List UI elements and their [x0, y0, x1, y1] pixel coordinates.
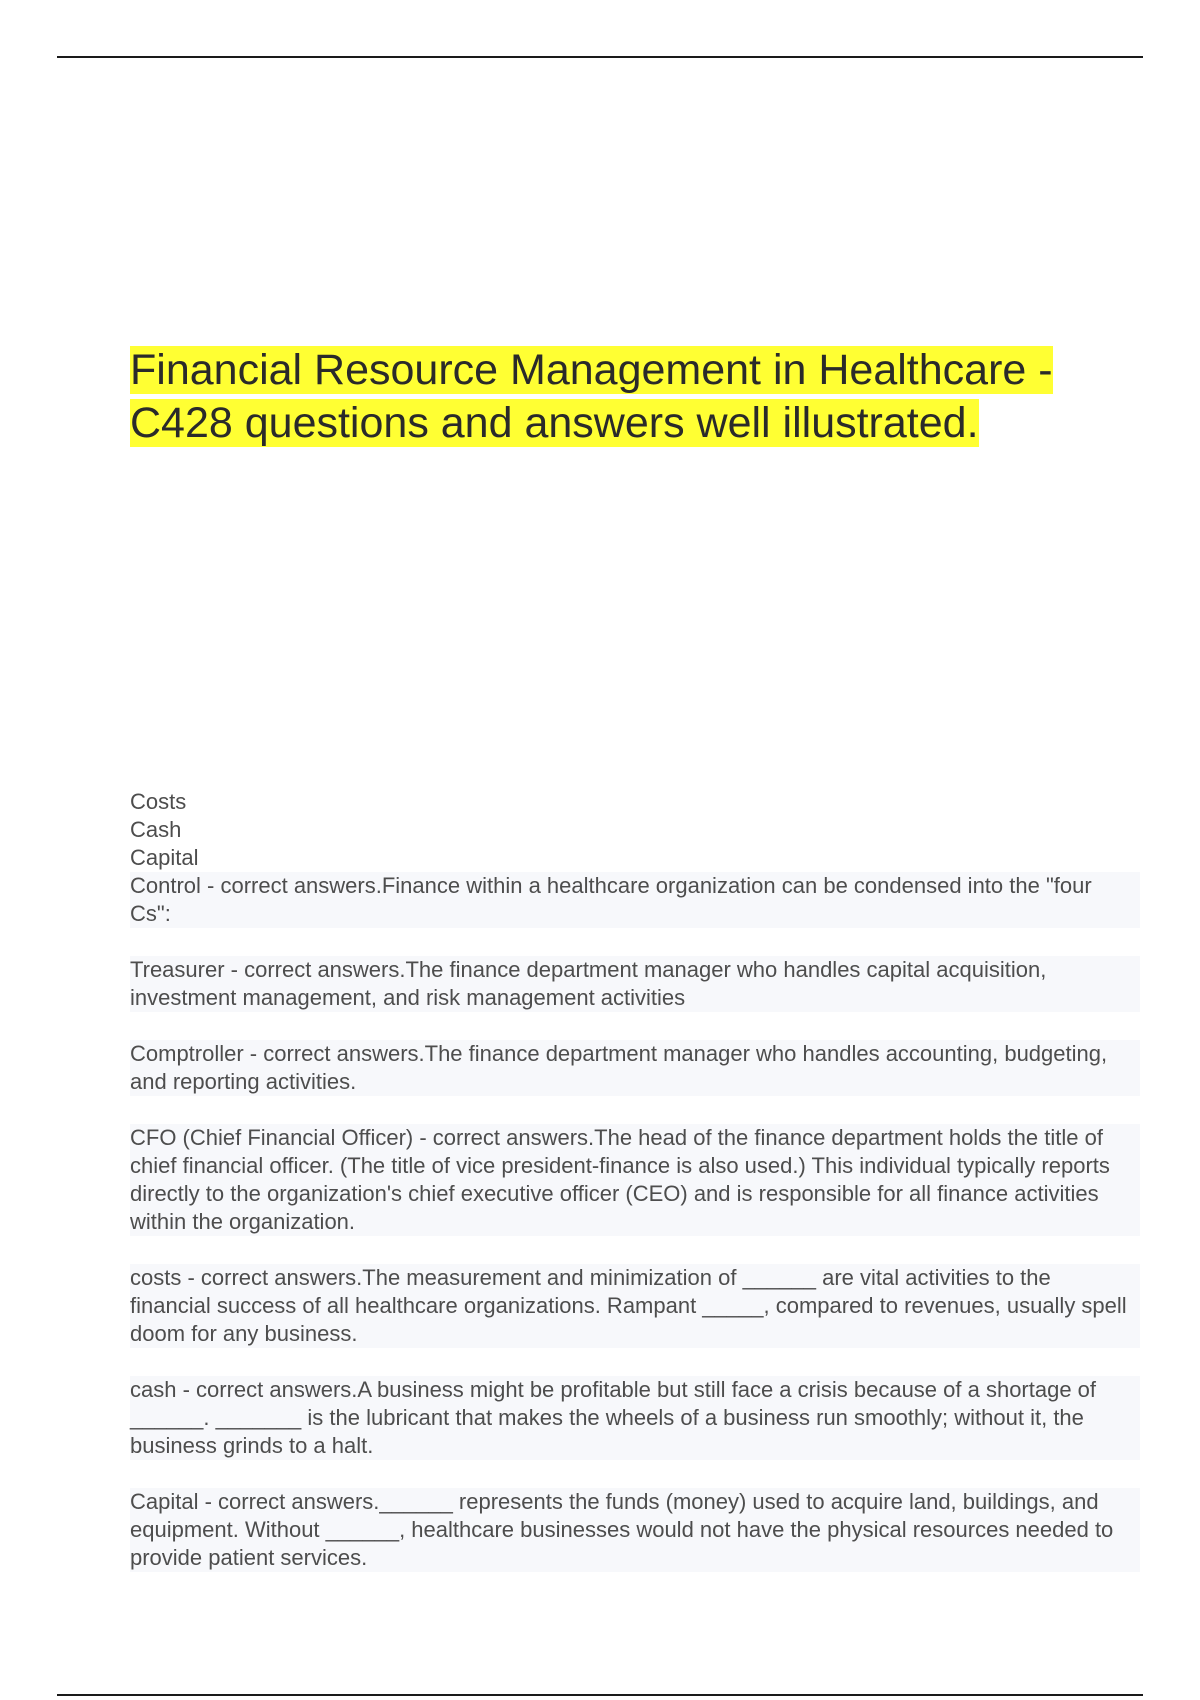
qa-entry-comptroller: Comptroller - correct answers.The finance department manager who handles accounting, budgeting, and reporting activities.	[130, 1040, 1140, 1096]
document-content	[130, 788, 1140, 1600]
bottom-rule	[57, 1694, 1143, 1696]
qa-entry-costs: costs - correct answers.The measurement and minimization of ______ are vital activities to the financial success of all healthcare organizations. Rampant _____, compared to revenues, usually spell doom for any business.	[130, 1264, 1140, 1348]
list-item: Cash	[130, 817, 182, 842]
list-item: Capital	[130, 845, 199, 870]
document-title	[130, 344, 1144, 450]
list-item: Costs	[130, 789, 187, 814]
qa-entry-capital: Capital - correct answers.______ represents the funds (money) used to acquire land, buildings, and equipment. Without ______, healthcare businesses would not have the physical resources needed to provide patient services.	[130, 1488, 1140, 1572]
top-rule	[57, 56, 1143, 58]
four-cs-list	[130, 788, 1140, 872]
qa-entry-cfo: CFO (Chief Financial Officer) - correct answers.The head of the finance department holds the title of chief financial officer. (The title of vice president-finance is also used.) This individual typically reports directly to the organization's chief executive officer (CEO) and is responsible for all finance activities within the organization.	[130, 1124, 1140, 1236]
qa-entry-control: Control - correct answers.Finance within a healthcare organization can be condensed into the "four Cs":	[130, 872, 1140, 928]
qa-entry-cash: cash - correct answers.A business might be profitable but still face a crisis because of a shortage of ______. _______ is the lubricant that makes the wheels of a business run smoothly; without it, the business grinds to a halt.	[130, 1376, 1140, 1460]
title-highlight: Financial Resource Management in Healthcare - C428 questions and answers well illustrated.	[130, 346, 1053, 447]
qa-entry-treasurer: Treasurer - correct answers.The finance department manager who handles capital acquisition, investment management, and risk management activities	[130, 956, 1140, 1012]
